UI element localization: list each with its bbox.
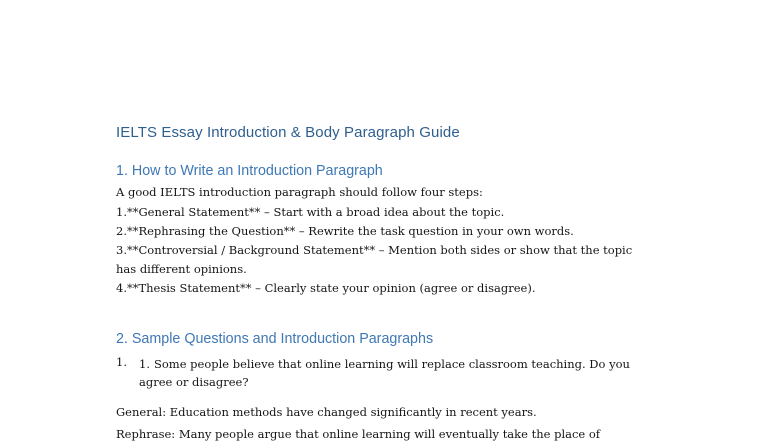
answer-rephrase: Rephrase: Many people argue that online learning will eventually take the place of (116, 427, 601, 441)
step-thesis: 4.**Thesis Statement** – Clearly state your opinion (agree or disagree). (116, 281, 536, 295)
section-heading-introduction: 1. How to Write an Introduction Paragraph (116, 163, 383, 179)
question-text: Some people believe that online learning will replace classroom teaching. Do you agree or disagree? (139, 357, 630, 389)
document-title: IELTS Essay Introduction & Body Paragraph Guide (116, 124, 460, 141)
question-list-number: 1. (116, 355, 127, 369)
intro-sentence: A good IELTS introduction paragraph should follow four steps: (116, 185, 483, 199)
step-controversial: 3.**Controversial / Background Statement** – Mention both sides or show that the topic (116, 243, 633, 257)
answer-general: General: Education methods have changed significantly in recent years. (116, 405, 537, 419)
step-general-statement: 1.**General Statement** – Start with a broad idea about the topic. (116, 205, 505, 219)
sample-question (139, 355, 659, 391)
step-rephrasing: 2.**Rephrasing the Question** – Rewrite the task question in your own words. (116, 224, 574, 238)
section-heading-samples: 2. Sample Questions and Introduction Paragraphs (116, 331, 434, 347)
step-controversial-continued: has different opinions. (116, 262, 247, 276)
question-inline-number: 1. (139, 357, 150, 371)
